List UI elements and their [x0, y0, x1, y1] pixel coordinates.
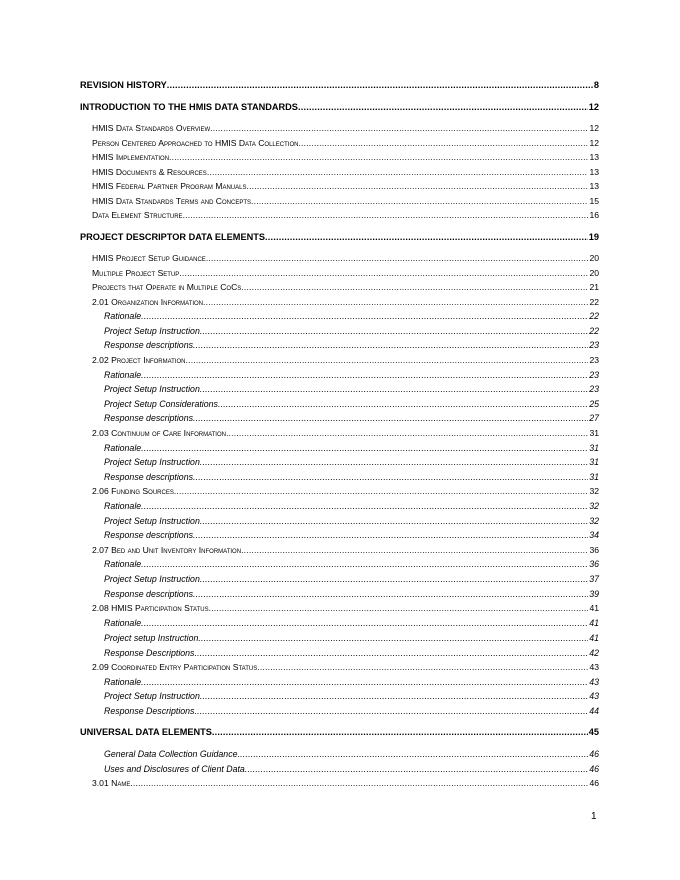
toc-leader-dots: [298, 138, 588, 148]
toc-leader-dots: [245, 764, 588, 774]
toc-entry[interactable]: [104, 516, 599, 526]
toc-entry-label: HMIS Data Standards Terms and Concepts: [92, 196, 252, 206]
toc-leader-dots: [200, 457, 588, 467]
toc-leader-dots: [203, 297, 588, 307]
toc-entry[interactable]: [104, 618, 599, 628]
toc-entry[interactable]: [104, 749, 599, 759]
toc-entry[interactable]: [104, 311, 599, 321]
toc-entry-label: Multiple Project Setup: [92, 268, 180, 278]
toc-entry-label: Project Setup Instruction: [104, 574, 200, 584]
toc-entry[interactable]: [80, 102, 599, 112]
toc-leader-dots: [226, 428, 588, 438]
toc-leader-dots: [218, 399, 588, 409]
toc-entry-label: Rationale: [104, 443, 142, 453]
toc-entry-page: 21: [589, 282, 599, 292]
toc-entry-label: 2.09 Coordinated Entry Participation Status: [92, 662, 258, 672]
toc-entry-page: 13: [589, 152, 599, 162]
toc-entry-label: Response descriptions: [104, 472, 193, 482]
toc-entry-label: Uses and Disclosures of Client Data: [104, 764, 245, 774]
toc-entry-page: 45: [588, 727, 599, 737]
toc-entry-page: 44: [589, 706, 599, 716]
toc-entry-page: 32: [589, 501, 599, 511]
toc-entry[interactable]: [104, 648, 599, 658]
toc-entry-page: 27: [589, 413, 599, 423]
toc-leader-dots: [193, 340, 588, 350]
toc-leader-dots: [200, 574, 588, 584]
toc-entry[interactable]: [104, 340, 599, 350]
toc-entry-label: HMIS Documents & Resources: [92, 167, 207, 177]
toc-entry[interactable]: [92, 196, 599, 206]
toc-leader-dots: [141, 559, 588, 569]
toc-entry-page: 41: [589, 618, 599, 628]
toc-entry[interactable]: [92, 210, 599, 220]
toc-entry-page: 39: [589, 589, 599, 599]
toc-leader-dots: [241, 545, 588, 555]
toc-entry-label: UNIVERSAL DATA ELEMENTS: [80, 727, 212, 737]
toc-entry-page: 13: [589, 181, 599, 191]
toc-entry-label: Response Descriptions: [104, 706, 195, 716]
toc-entry-page: 22: [589, 311, 599, 321]
toc-entry-page: 16: [589, 210, 599, 220]
toc-entry-label: Rationale: [104, 677, 142, 687]
toc-leader-dots: [246, 181, 588, 191]
toc-entry[interactable]: [92, 181, 599, 191]
toc-entry-page: 23: [589, 340, 599, 350]
toc-leader-dots: [209, 603, 589, 613]
toc-leader-dots: [298, 102, 588, 112]
toc-leader-dots: [141, 677, 588, 687]
toc-entry-label: 2.08 HMIS Participation Status: [92, 603, 209, 613]
toc-entry-label: 2.02 Project Information: [92, 355, 186, 365]
toc-leader-dots: [141, 311, 588, 321]
toc-leader-dots: [141, 443, 588, 453]
toc-entry[interactable]: [104, 501, 599, 511]
toc-entry[interactable]: [92, 253, 599, 263]
toc-entry[interactable]: [104, 443, 599, 453]
toc-entry-page: 23: [589, 355, 599, 365]
toc-entry-label: Rationale: [104, 618, 142, 628]
toc-entry-label: Project Setup Considerations: [104, 399, 218, 409]
toc-entry[interactable]: [92, 662, 599, 672]
toc-leader-dots: [210, 123, 588, 133]
toc-entry[interactable]: [92, 282, 599, 292]
toc-entry-label: Rationale: [104, 311, 142, 321]
toc-entry[interactable]: [92, 486, 599, 496]
toc-entry-page: 34: [589, 530, 599, 540]
toc-leader-dots: [194, 648, 588, 658]
toc-entry[interactable]: [92, 355, 599, 365]
toc-leader-dots: [141, 501, 588, 511]
toc-leader-dots: [241, 282, 588, 292]
toc-entry-label: Project Setup Instruction: [104, 516, 200, 526]
toc-entry-page: 25: [589, 399, 599, 409]
toc-entry-page: 32: [589, 486, 599, 496]
toc-entry-label: HMIS Project Setup Guidance: [92, 253, 206, 263]
toc-entry-label: Project Setup Instruction: [104, 384, 200, 394]
toc-entry-page: 41: [589, 633, 599, 643]
toc-entry[interactable]: [104, 472, 599, 482]
toc-entry-page: 8: [593, 80, 599, 90]
toc-entry[interactable]: [92, 138, 599, 148]
toc-leader-dots: [141, 370, 588, 380]
toc-leader-dots: [193, 589, 588, 599]
toc-entry-page: 43: [589, 677, 599, 687]
toc-entry[interactable]: [92, 603, 599, 613]
toc-entry[interactable]: [104, 413, 599, 423]
toc-entry-page: 12: [589, 123, 599, 133]
toc-entry[interactable]: [104, 370, 599, 380]
toc-entry-page: 46: [589, 749, 599, 759]
toc-entry[interactable]: [92, 152, 599, 162]
toc-entry-page: 32: [589, 516, 599, 526]
toc-entry[interactable]: [80, 80, 599, 90]
toc-leader-dots: [212, 727, 588, 737]
toc-entry-label: Project Setup Instruction: [104, 457, 200, 467]
toc-leader-dots: [198, 633, 588, 643]
toc-entry-page: 19: [588, 232, 599, 242]
toc-entry-label: Person Centered Approached to HMIS Data Collection: [92, 138, 299, 148]
toc-entry-label: Projects that Operate in Multiple CoCs: [92, 282, 242, 292]
toc-leader-dots: [238, 749, 589, 759]
toc-entry-page: 20: [589, 253, 599, 263]
toc-entry[interactable]: [104, 399, 599, 409]
toc-entry-page: 31: [589, 472, 599, 482]
toc-entry-label: HMIS Federal Partner Program Manuals: [92, 181, 247, 191]
toc-entry-label: HMIS Data Standards Overview: [92, 123, 211, 133]
toc-leader-dots: [265, 232, 588, 242]
toc-leader-dots: [200, 516, 588, 526]
toc-entry[interactable]: [92, 123, 599, 133]
toc-entry-label: INTRODUCTION TO THE HMIS DATA STANDARDS: [80, 102, 298, 112]
toc-entry-page: 22: [589, 297, 599, 307]
toc-leader-dots: [200, 326, 588, 336]
toc-entry[interactable]: [104, 691, 599, 701]
toc-entry-label: Response descriptions: [104, 340, 193, 350]
toc-entry-page: 46: [589, 778, 599, 788]
toc-entry-label: HMIS Implementation: [92, 152, 170, 162]
toc-leader-dots: [183, 210, 589, 220]
toc-leader-dots: [193, 530, 588, 540]
toc-entry-label: 2.03 Continuum of Care Information: [92, 428, 226, 438]
toc-entry-page: 31: [589, 443, 599, 453]
toc-entry[interactable]: [104, 764, 599, 774]
toc-entry[interactable]: [80, 232, 599, 242]
toc-leader-dots: [206, 253, 589, 263]
toc-entry-page: 37: [589, 574, 599, 584]
toc-entry-label: Project setup Instruction: [104, 633, 199, 643]
toc-leader-dots: [193, 472, 588, 482]
toc-entry[interactable]: [104, 326, 599, 336]
toc-leader-dots: [169, 152, 588, 162]
toc-entry[interactable]: [92, 428, 599, 438]
toc-entry-label: REVISION HISTORY: [80, 80, 167, 90]
toc-entry-page: 36: [589, 545, 599, 555]
toc-leader-dots: [186, 355, 589, 365]
toc-entry-label: General Data Collection Guidance: [104, 749, 238, 759]
toc-entry-page: 42: [589, 648, 599, 658]
toc-entry-page: 12: [588, 102, 599, 112]
toc-leader-dots: [194, 706, 588, 716]
page-number: 1: [591, 811, 597, 822]
toc-entry-page: 41: [589, 603, 599, 613]
toc-leader-dots: [130, 778, 588, 788]
toc-entry-page: 22: [589, 326, 599, 336]
toc-entry[interactable]: [92, 268, 599, 278]
toc-entry-page: 46: [589, 764, 599, 774]
toc-entry[interactable]: [104, 589, 599, 599]
toc-entry-label: 2.07 Bed and Unit Inventory Information: [92, 545, 242, 555]
toc-entry-label: 2.06 Funding Sources: [92, 486, 174, 496]
toc-entry-page: 31: [589, 428, 599, 438]
toc-entry-label: Rationale: [104, 370, 142, 380]
toc-leader-dots: [207, 167, 589, 177]
toc-entry[interactable]: [92, 778, 599, 788]
toc-entry[interactable]: [104, 633, 599, 643]
toc-entry-page: 36: [589, 559, 599, 569]
toc-entry[interactable]: [92, 297, 599, 307]
toc-entry-page: 20: [589, 268, 599, 278]
toc-entry-label: Rationale: [104, 559, 142, 569]
toc-leader-dots: [200, 691, 588, 701]
toc-leader-dots: [200, 384, 588, 394]
toc-entry-label: Response descriptions: [104, 589, 193, 599]
toc-entry-page: 23: [589, 384, 599, 394]
toc-entry[interactable]: [104, 706, 599, 716]
toc-entry-label: Project Setup Instruction: [104, 691, 200, 701]
toc-leader-dots: [251, 196, 588, 206]
toc-entry[interactable]: [104, 574, 599, 584]
toc-entry-label: Rationale: [104, 501, 142, 511]
toc-entry[interactable]: [92, 545, 599, 555]
toc-entry-page: 12: [589, 138, 599, 148]
toc-leader-dots: [257, 662, 588, 672]
toc-leader-dots: [193, 413, 588, 423]
toc-entry-page: 23: [589, 370, 599, 380]
toc-entry-page: 15: [589, 196, 599, 206]
toc-entry-page: 43: [589, 691, 599, 701]
toc-entry-label: Response descriptions: [104, 530, 193, 540]
toc-entry-label: PROJECT DESCRIPTOR DATA ELEMENTS: [80, 232, 265, 242]
toc-entry[interactable]: [92, 167, 599, 177]
toc-entry-label: Data Element Structure: [92, 210, 183, 220]
toc-entry[interactable]: [104, 530, 599, 540]
toc-leader-dots: [179, 268, 588, 278]
toc-leader-dots: [174, 486, 589, 496]
toc-entry-page: 13: [589, 167, 599, 177]
toc-leader-dots: [167, 80, 593, 90]
toc-entry-page: 31: [589, 457, 599, 467]
toc-entry[interactable]: [104, 384, 599, 394]
toc-leader-dots: [141, 618, 588, 628]
toc-entry-label: Response Descriptions: [104, 648, 195, 658]
toc-entry-label: 3.01 Name: [92, 778, 131, 788]
toc-entry[interactable]: [104, 677, 599, 687]
toc-entry-page: 43: [589, 662, 599, 672]
toc-entry-label: Project Setup Instruction: [104, 326, 200, 336]
toc-entry-label: 2.01 Organization Information: [92, 297, 204, 307]
toc-entry[interactable]: [104, 457, 599, 467]
toc-entry-label: Response descriptions: [104, 413, 193, 423]
toc-entry[interactable]: [104, 559, 599, 569]
toc-entry[interactable]: [80, 727, 599, 737]
